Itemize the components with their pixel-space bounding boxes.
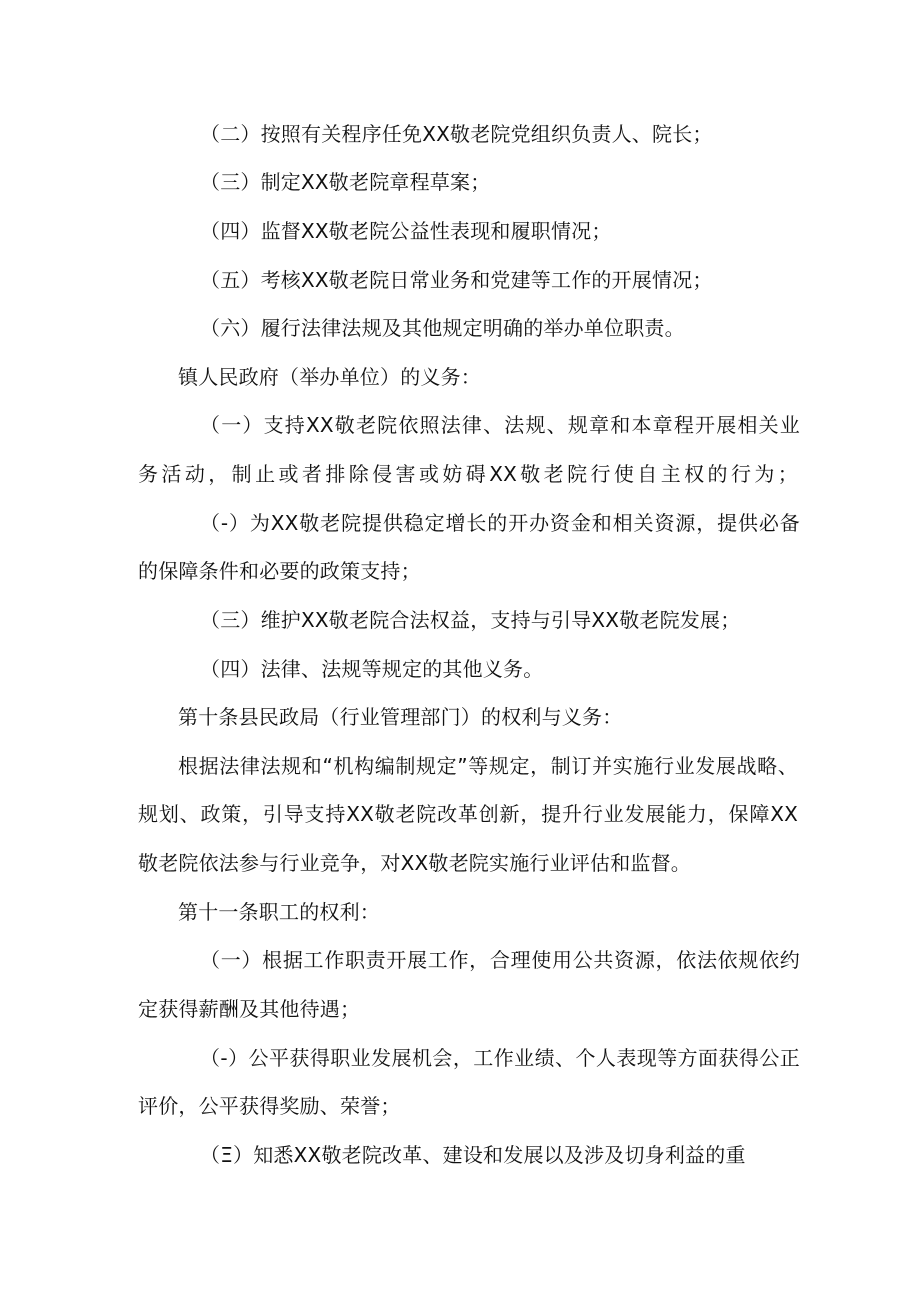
paragraph-line: （-）为XX敬老院提供稳定增长的开办资金和相关资源，提供必备 <box>200 511 800 535</box>
section-heading: 镇人民政府（举办单位）的义务： <box>178 365 481 389</box>
paragraph-line: 根据法律法规和“机构编制规定”等规定，制订并实施行业发展战略、 <box>178 754 798 778</box>
paragraph-line: （五）考核XX敬老院日常业务和党建等工作的开展情况； <box>200 268 713 292</box>
paragraph-line: （三）维护XX敬老院合法权益，支持与引导XX敬老院发展； <box>200 608 741 632</box>
section-heading: 第十条县民政局（行业管理部门）的权利与义务： <box>178 705 623 729</box>
paragraph-line: 评价，公平获得奖励、荣誉； <box>138 1094 401 1118</box>
paragraph-line: （四）监督XX敬老院公益性表现和履职情况； <box>200 219 612 243</box>
section-heading: 第十一条职工的权利： <box>178 900 380 924</box>
paragraph-line: （一）支持XX敬老院依照法律、法规、规章和本章程开展相关业 <box>200 413 800 437</box>
paragraph-line: （-）公平获得职业发展机会，工作业绩、个人表现等方面获得公正 <box>200 1046 800 1070</box>
paragraph-line: （六）履行法律法规及其他规定明确的举办单位职责。 <box>200 316 685 340</box>
paragraph-line: （二）按照有关程序任免XX敬老院党组织负责人、院长； <box>200 122 713 146</box>
paragraph-line: （四）法律、法规等规定的其他义务。 <box>200 657 544 681</box>
paragraph-line: 规划、政策，引导支持XX敬老院改革创新，提升行业发展能力，保障XX <box>138 802 798 826</box>
paragraph-line: （一）根据工作职责开展工作，合理使用公共资源，依法依规依约 <box>200 948 800 972</box>
paragraph-line: 的保障条件和必要的政策支持； <box>138 559 421 583</box>
paragraph-line: 务活动，制止或者排除侵害或妨碍XX敬老院行使自主权的行为； <box>138 462 798 486</box>
paragraph-line: （三）制定XX敬老院章程草案； <box>200 170 491 194</box>
paragraph-line: （Ξ）知悉XX敬老院改革、建设和发展以及涉及切身利益的重 <box>200 1143 746 1167</box>
paragraph-line: 敬老院依法参与行业竞争，对XX敬老院实施行业评估和监督。 <box>138 851 692 875</box>
paragraph-line: 定获得薪酬及其他待遇； <box>138 997 361 1021</box>
